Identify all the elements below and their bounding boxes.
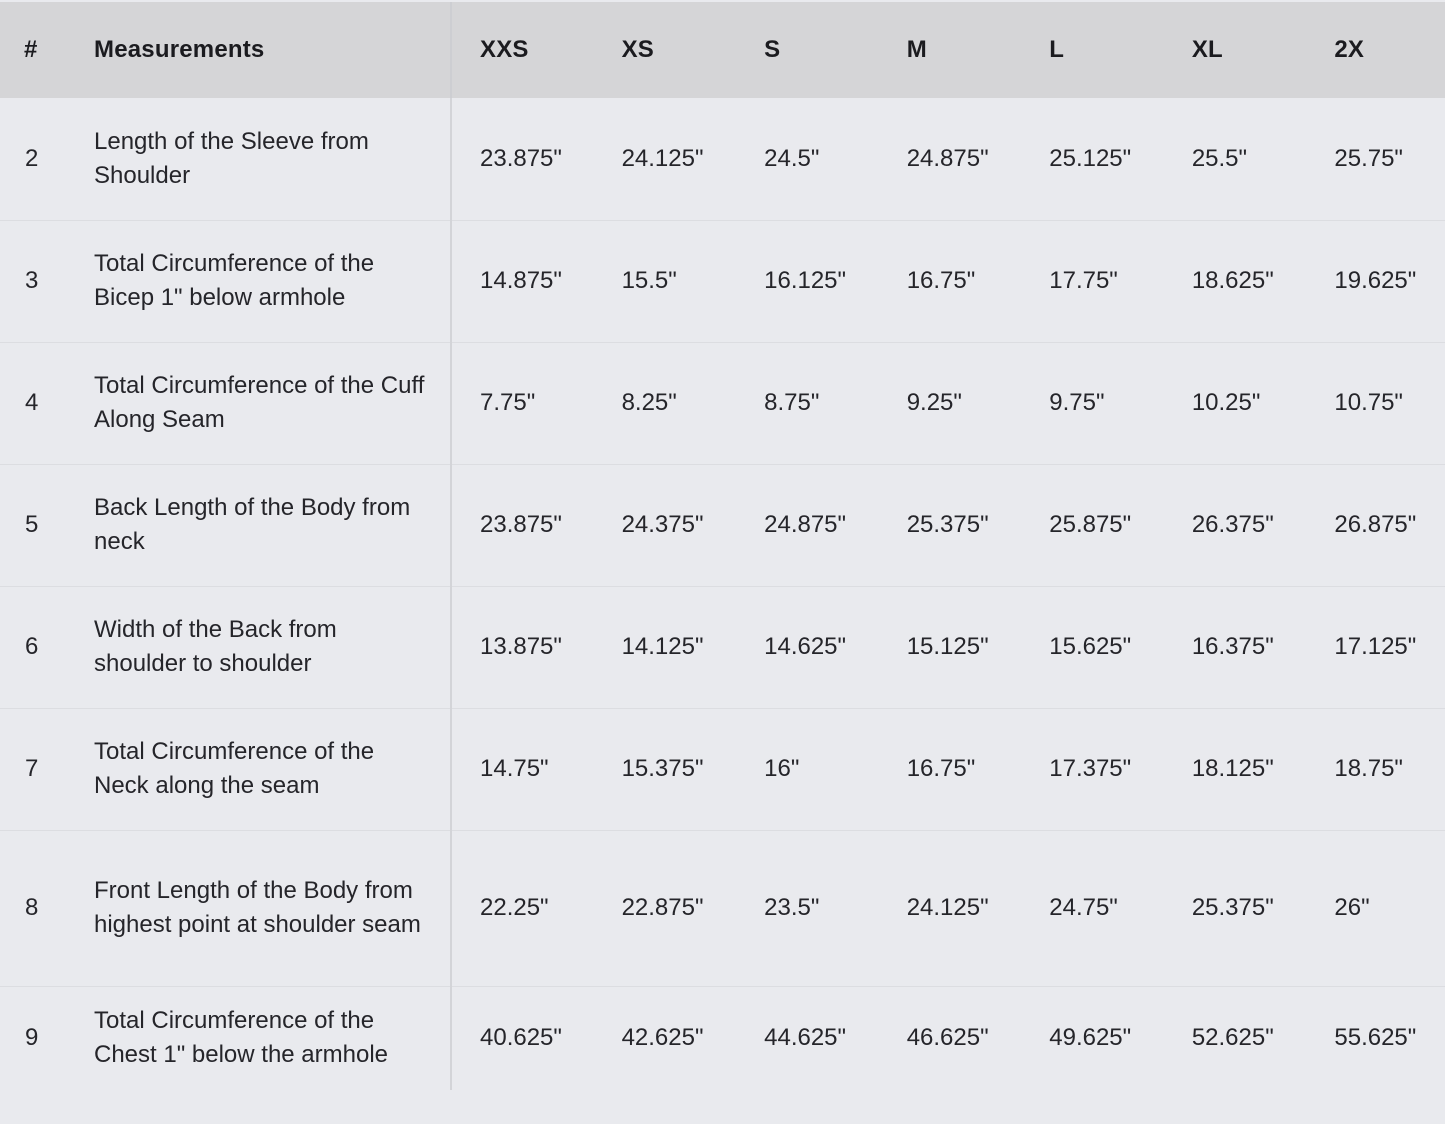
size-value: 14.75" bbox=[451, 708, 594, 830]
size-value: 7.75" bbox=[451, 342, 594, 464]
size-value: 18.125" bbox=[1164, 708, 1307, 830]
size-value: 19.625" bbox=[1306, 220, 1445, 342]
table-row bbox=[0, 98, 1445, 220]
row-number: 8 bbox=[0, 830, 76, 986]
measurement-label: Back Length of the Body from neck bbox=[76, 464, 451, 586]
size-value: 25.5" bbox=[1164, 98, 1307, 220]
size-value: 44.625" bbox=[764, 1024, 847, 1052]
header-size-xl: XL bbox=[1191, 36, 1223, 63]
table-header bbox=[0, 2, 1445, 98]
size-value: 24.875" bbox=[879, 98, 1022, 220]
size-value: 24.125" bbox=[879, 830, 1022, 986]
size-value: 26" bbox=[1306, 830, 1445, 986]
size-value: 9.75" bbox=[1021, 342, 1164, 464]
size-value: 17.75" bbox=[1021, 220, 1164, 342]
size-value: 25.75" bbox=[1306, 98, 1445, 220]
size-value: 15.375" bbox=[594, 708, 737, 830]
size-value: 22.875" bbox=[594, 830, 737, 986]
header-size-m: M bbox=[906, 36, 927, 63]
size-value: 22.25" bbox=[451, 830, 594, 986]
size-value: 8.75" bbox=[736, 342, 879, 464]
table-row bbox=[0, 220, 1445, 342]
header-size-l: L bbox=[1049, 36, 1065, 63]
measurement-label: Total Circumference of the Cuff Along Seam bbox=[76, 342, 451, 464]
size-value: 26.375" bbox=[1164, 464, 1307, 586]
size-value: 18.625" bbox=[1164, 220, 1307, 342]
size-value: 16" bbox=[736, 708, 879, 830]
header-number: # bbox=[24, 36, 38, 63]
size-value: 9.25" bbox=[879, 342, 1022, 464]
size-value: 23.875" bbox=[451, 98, 594, 220]
size-value: 14.875" bbox=[451, 220, 594, 342]
size-value: 16.75" bbox=[879, 708, 1022, 830]
size-chart-table bbox=[0, 2, 1445, 1090]
size-value: 23.5" bbox=[736, 830, 879, 986]
row-number: 9 bbox=[25, 1024, 39, 1052]
size-value: 8.25" bbox=[594, 342, 737, 464]
size-value: 40.625" bbox=[480, 1024, 562, 1052]
table-row bbox=[0, 464, 1445, 586]
size-value: 26.875" bbox=[1306, 464, 1445, 586]
size-value: 15.5" bbox=[594, 220, 737, 342]
size-value: 49.625" bbox=[1049, 1024, 1132, 1052]
size-value: 24.5" bbox=[736, 98, 879, 220]
size-value: 24.375" bbox=[594, 464, 737, 586]
header-size-xxs: XXS bbox=[480, 36, 529, 63]
size-value: 23.875" bbox=[451, 464, 594, 586]
measurement-label: Total Circumference of the Bicep 1" below armhole bbox=[76, 220, 451, 342]
size-value: 18.75" bbox=[1306, 708, 1445, 830]
table-row bbox=[0, 342, 1445, 464]
header-measurements: Measurements bbox=[76, 2, 451, 98]
table-row bbox=[0, 830, 1445, 986]
row-number: 2 bbox=[0, 98, 76, 220]
measurement-label: Total Circumference of the Chest 1" below the armhole bbox=[76, 986, 451, 1090]
size-value: 17.125" bbox=[1306, 586, 1445, 708]
row-number: 7 bbox=[0, 708, 76, 830]
size-value: 14.625" bbox=[736, 586, 879, 708]
size-value: 25.125" bbox=[1021, 98, 1164, 220]
row-number: 4 bbox=[0, 342, 76, 464]
row-number: 5 bbox=[0, 464, 76, 586]
size-value: 46.625" bbox=[906, 1024, 989, 1052]
size-value: 16.375" bbox=[1164, 586, 1307, 708]
measurement-label: Total Circumference of the Neck along the seam bbox=[76, 708, 451, 830]
size-value: 42.625" bbox=[621, 1024, 704, 1052]
table-row bbox=[0, 708, 1445, 830]
size-value: 15.625" bbox=[1021, 586, 1164, 708]
size-value: 15.125" bbox=[879, 586, 1022, 708]
size-value: 24.75" bbox=[1021, 830, 1164, 986]
size-value: 17.375" bbox=[1021, 708, 1164, 830]
header-row bbox=[0, 2, 1445, 98]
header-size-xs: XS bbox=[621, 36, 654, 63]
size-value: 55.625" bbox=[1334, 1024, 1417, 1052]
size-value: 25.375" bbox=[1164, 830, 1307, 986]
size-value: 16.125" bbox=[736, 220, 879, 342]
measurement-label: Front Length of the Body from highest point at shoulder seam bbox=[76, 830, 451, 986]
size-value: 52.625" bbox=[1191, 1024, 1274, 1052]
row-number: 3 bbox=[0, 220, 76, 342]
table-row bbox=[0, 586, 1445, 708]
size-value: 24.875" bbox=[736, 464, 879, 586]
size-value: 24.125" bbox=[594, 98, 737, 220]
size-value: 25.375" bbox=[879, 464, 1022, 586]
header-size-2x: 2X bbox=[1334, 36, 1365, 63]
size-value: 10.25" bbox=[1164, 342, 1307, 464]
header-size-s: S bbox=[764, 36, 781, 63]
measurement-label: Length of the Sleeve from Shoulder bbox=[76, 98, 451, 220]
row-number: 6 bbox=[0, 586, 76, 708]
size-value: 16.75" bbox=[879, 220, 1022, 342]
table-body bbox=[0, 98, 1445, 1090]
size-value: 13.875" bbox=[451, 586, 594, 708]
size-value: 25.875" bbox=[1021, 464, 1164, 586]
measurement-label: Width of the Back from shoulder to shoulder bbox=[76, 586, 451, 708]
size-value: 14.125" bbox=[594, 586, 737, 708]
table-row bbox=[0, 986, 1445, 1090]
size-value: 10.75" bbox=[1306, 342, 1445, 464]
